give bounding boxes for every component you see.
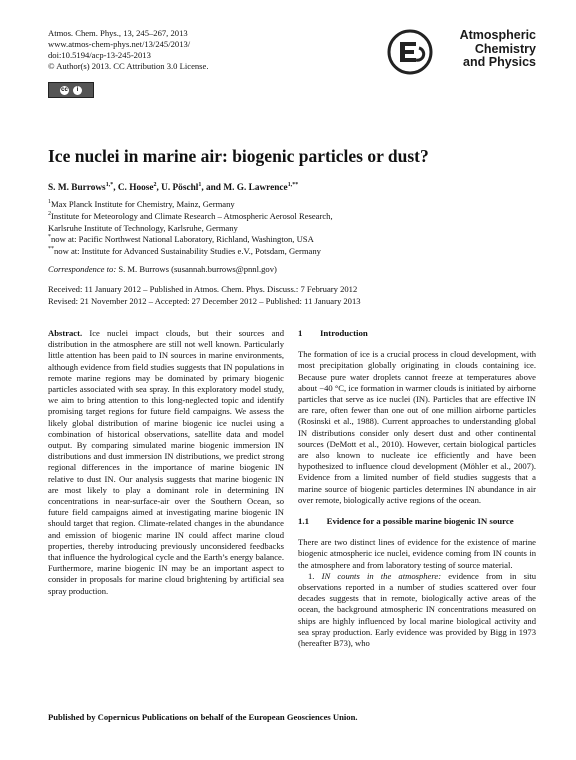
affiliations (48, 199, 333, 258)
author-list: S. M. Burrows$^{1,*}$, C. Hoose$^2$, U. Pöschl$^1$, and M. G. Lawrence$^{1,**}$ (48, 181, 299, 193)
correspondence-email[interactable]: S. M. Burrows (susannah.burrows@pnnl.gov) (116, 264, 277, 274)
subsection-heading: 1.1 Evidence for a possible marine biogenic IN source (298, 516, 514, 527)
journal-name (432, 29, 536, 70)
abstract-text: Ice nuclei impact clouds, but their sources and distribution in the atmosphere are still not well known. Particularly little attention has been paid to IN sources in marine environments, although evidence from field studies suggests that IN populations in remote marine regions may be dominated by primary biogenic particles associated with sea spray. In this exploratory model study, we aim to bring attention to this long-neglected topic and identify promising target regions for future field campaigns. We assess the likely global distribution of marine biogenic ice nuclei using a combination of historical observations, satellite data and model output. By comparing simulated marine biogenic immersion IN distributions and dust immersion IN distributions, we predict strong regional differences in the importance of marine biogenic IN relative to dust IN. Our analysis suggests that marine biogenic IN are most likely to play a dominant role in determining IN concentrations in near-surface-air over the Southern Ocean, so future field campaigns aimed at investigating marine biogenic IN should target that region. Climate-related changes in the abundance and emission of biogenic marine IN could affect marine cloud properties, thereby introducing previously unconsidered feedbacks that influence the hydrological cycle and the Earth’s energy balance. Furthermore, marine biogenic IN may be an important aspect to consider in proposals for marine cloud brightening by artificial sea spray production. (48, 328, 284, 596)
italic-lead: IN counts in the atmosphere: (321, 570, 442, 581)
article-title: Ice nuclei in marine air: biogenic particles or dust? (48, 146, 429, 166)
journal-line-2: Chemistry (474, 41, 536, 56)
citation: Atmos. Chem. Phys., 13, 245–267, 2013 (48, 28, 188, 38)
abstract-column (48, 328, 284, 597)
author-affiliation-sup: 2 (153, 181, 157, 188)
affiliation-line: $^2$Institute for Meteorology and Climate Research – Atmospheric Aerosol Research, (48, 210, 333, 221)
author-affiliation-sup: 1,* (105, 181, 114, 188)
abstract (48, 328, 284, 597)
author-name: U. Pöschl (161, 183, 199, 193)
correspondence-label: Correspondence to: (48, 264, 117, 274)
by-icon: i (73, 86, 82, 95)
publication-dates (48, 284, 361, 308)
affiliation-line: Karlsruhe Institute of Technology, Karlsruhe, Germany (48, 222, 238, 233)
section-heading: 1 Introduction (298, 328, 368, 338)
intro-paragraph: 1. IN counts in the atmosphere: evidence from in situ observations reported in a number of studies scattered over four decades suggests that in remote, biologically active areas of the ocean, the background atmospheric IN concentrations measured on ships are highly influenced by local marine biological activity and sea spray production. Early evidence was provided by Bigg in 1973 (hereafter B73), who (298, 570, 537, 649)
header-metadata (48, 28, 209, 72)
dates-line-1: Received: 11 January 2012 – Published in Atmos. Chem. Phys. Discuss.: 7 February 2012 (48, 284, 358, 294)
journal-line-3: and Physics (463, 55, 536, 69)
affiliation-line: *now at: Pacific Northwest National Laboratory, Richland, Washington, USA (48, 234, 314, 245)
affiliation-line: **now at: Institute for Advanced Sustainability Studies e.V., Potsdam, Germany (48, 246, 321, 257)
correspondence (48, 264, 277, 274)
affiliation-line: $^1$Max Planck Institute for Chemistry, Mainz, Germany (48, 199, 235, 209)
egu-logo-icon (386, 28, 434, 76)
intro-paragraph: There are two distinct lines of evidence for the existence of marine biogenic atmospheric ice nuclei, evidence coming from IN counts in the atmosphere and from laboratory testing of source material. (298, 537, 536, 570)
license: © Author(s) 2013. CC Attribution 3.0 License. (48, 61, 209, 71)
author-affiliation-sup: 1,** (287, 181, 299, 188)
author-name: M. G. Lawrence (223, 183, 288, 193)
doi[interactable]: doi:10.5194/acp-13-245-2013 (48, 50, 151, 60)
author-name: C. Hoose (117, 183, 154, 193)
author-name: S. M. Burrows (48, 183, 106, 193)
journal-url[interactable]: www.atmos-chem-phys.net/13/245/2013/ (48, 39, 191, 49)
author-affiliation-sup: 1 (198, 181, 202, 188)
cc-license-badge[interactable] (48, 82, 94, 98)
intro-paragraph: The formation of ice is a crucial process in cloud development, with most precipitation globally originating in clouds containing ice. Because pure water droplets cannot freeze at temperatures above about −40 °C, ice formation in warmer clouds is initiated by airborne particles that serve as ice nuclei (IN). Particles that are effective IN are rare, often fewer than one out of one million airborne particles (Rosinski et al., 1988). Current approaches to understanding global IN distributions consider only desert dust and other continental sources (DeMott et al., 2010). However, certain biological particles are also known to nucleate ice efficiently and have been hypothesized to influence cloud development (Möhler et al., 2007). Evidence from a limited number of field studies suggests that a marine source of biogenic particles determines IN abundance in air over remote, biologically active regions of the ocean. (298, 349, 536, 505)
introduction-column (298, 328, 536, 649)
journal-line-1: Atmospheric (459, 28, 536, 42)
dates-line-2: Revised: 21 November 2012 – Accepted: 27 December 2012 – Published: 11 January 2013 (48, 295, 361, 306)
publisher-footer: Published by Copernicus Publications on behalf of the European Geosciences Union. (48, 712, 358, 722)
cc-icon: cc (61, 86, 68, 93)
abstract-label: Abstract. (48, 328, 83, 338)
